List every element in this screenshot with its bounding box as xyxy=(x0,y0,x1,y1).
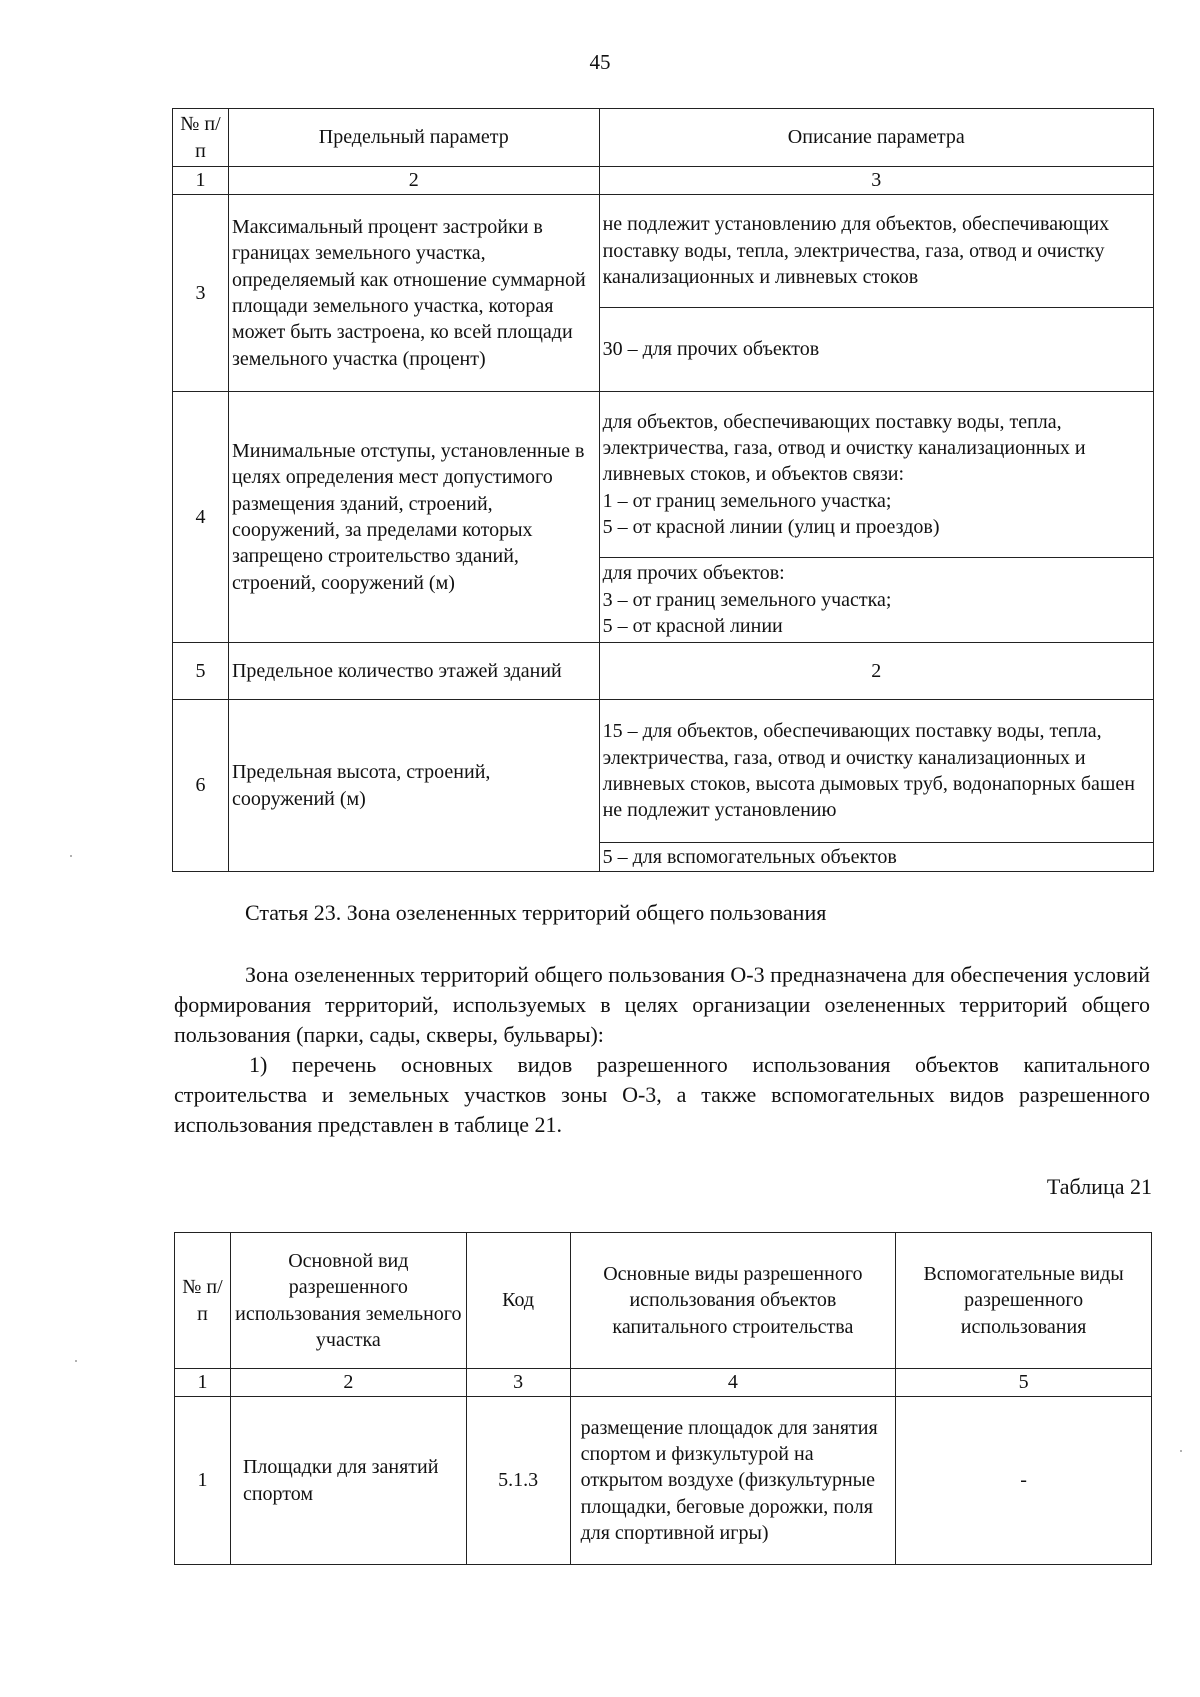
row-capital-use: размещение площадок для занятия спортом и физкультурой на открытом воздухе (физкультурные площадки, беговые дорожки, поля для спортивной игры) xyxy=(570,1397,896,1565)
header-desc: Описание параметра xyxy=(599,109,1153,167)
paragraph-zone-description: Зона озелененных территорий общего пользования О-3 предназначена для обеспечения условий формирования территорий, используемых в целях организации озелененных территорий общего пользования (парки, сады, скверы, бульвары): xyxy=(174,962,1150,1047)
col-index: 2 xyxy=(230,1369,466,1397)
row-land-use: Площадки для занятий спортом xyxy=(230,1397,466,1565)
scan-speck xyxy=(1180,1450,1182,1452)
col-index: 2 xyxy=(228,167,599,195)
col-index: 5 xyxy=(896,1369,1152,1397)
header-aux-use: Вспомогательные виды разрешенного использования xyxy=(896,1233,1152,1369)
column-index-row xyxy=(173,167,1154,195)
col-index: 1 xyxy=(175,1369,231,1397)
col-index: 3 xyxy=(466,1369,570,1397)
row-desc: 30 – для прочих объектов xyxy=(599,308,1153,392)
row-desc: 15 – для объектов, обеспечивающих поставку воды, тепла, электричества, газа, отвод и очистку канализационных и ливневых стоков, высота дымовых труб, водонапорных башен не подлежит установлению xyxy=(599,700,1153,843)
paragraph-list-intro: 1) перечень основных видов разрешенного использования объектов капитального строительства и земельных участков зоны О-3, а также вспомогательных видов разрешенного использования представлен в таблице 21. xyxy=(174,1052,1150,1137)
row-param: Максимальный процент застройки в границах земельного участка, определяемый как отношение суммарной площади земельного участка, которая может быть застроена, ко всей площади земельного участка (процент) xyxy=(228,195,599,392)
header-code: Код xyxy=(466,1233,570,1369)
row-aux-use: - xyxy=(896,1397,1152,1565)
col-index: 4 xyxy=(570,1369,896,1397)
article-heading: Статья 23. Зона озелененных территорий общего пользования xyxy=(245,900,827,925)
header-param: Предельный параметр xyxy=(228,109,599,167)
table-21 xyxy=(174,1232,1152,1565)
row-num: 1 xyxy=(175,1397,231,1565)
row-desc: 2 xyxy=(599,643,1153,700)
table-header-row xyxy=(175,1233,1152,1369)
table-row xyxy=(173,643,1154,700)
page-number: 45 xyxy=(589,50,611,74)
col-index: 3 xyxy=(599,167,1153,195)
col-index: 1 xyxy=(173,167,229,195)
row-param: Предельное количество этажей зданий xyxy=(228,643,599,700)
table-header-row xyxy=(173,109,1154,167)
row-num: 6 xyxy=(173,700,229,872)
column-index-row xyxy=(175,1369,1152,1397)
row-num: 4 xyxy=(173,392,229,643)
table-row xyxy=(175,1397,1152,1565)
table-row xyxy=(173,700,1154,843)
row-desc: для объектов, обеспечивающих поставку воды, тепла, электричества, газа, отвод и очистку канализационных и ливневых стоков, и объектов связи: 1 – от границ земельного участка; 5 – от красной линии (улиц и проездов) xyxy=(599,392,1153,558)
row-param: Предельная высота, строений, сооружений (м) xyxy=(228,700,599,872)
row-param: Минимальные отступы, установленные в целях определения мест допустимого размещения зданий, строений, сооружений, за пределами которых запрещено строительство зданий, строений, сооружений (м) xyxy=(228,392,599,643)
table-row xyxy=(173,392,1154,558)
row-num: 3 xyxy=(173,195,229,392)
header-capital-use: Основные виды разрешенного использования объектов капитального строительства xyxy=(570,1233,896,1369)
scan-speck xyxy=(75,1360,77,1362)
header-num: № п/п xyxy=(173,109,229,167)
table-row xyxy=(173,195,1154,308)
row-code: 5.1.3 xyxy=(466,1397,570,1565)
row-desc: не подлежит установлению для объектов, обеспечивающих поставку воды, тепла, электричества, газа, отвод и очистку канализационных и ливневых стоков xyxy=(599,195,1153,308)
row-desc: 5 – для вспомогательных объектов xyxy=(599,843,1153,872)
header-land-use: Основной вид разрешенного использования земельного участка xyxy=(230,1233,466,1369)
row-num: 5 xyxy=(173,643,229,700)
table-caption: Таблица 21 xyxy=(1046,1174,1152,1199)
row-desc: для прочих объектов: 3 – от границ земельного участка; 5 – от красной линии xyxy=(599,558,1153,643)
header-num: № п/п xyxy=(175,1233,231,1369)
parameters-table xyxy=(172,108,1154,872)
scan-speck xyxy=(70,855,72,857)
